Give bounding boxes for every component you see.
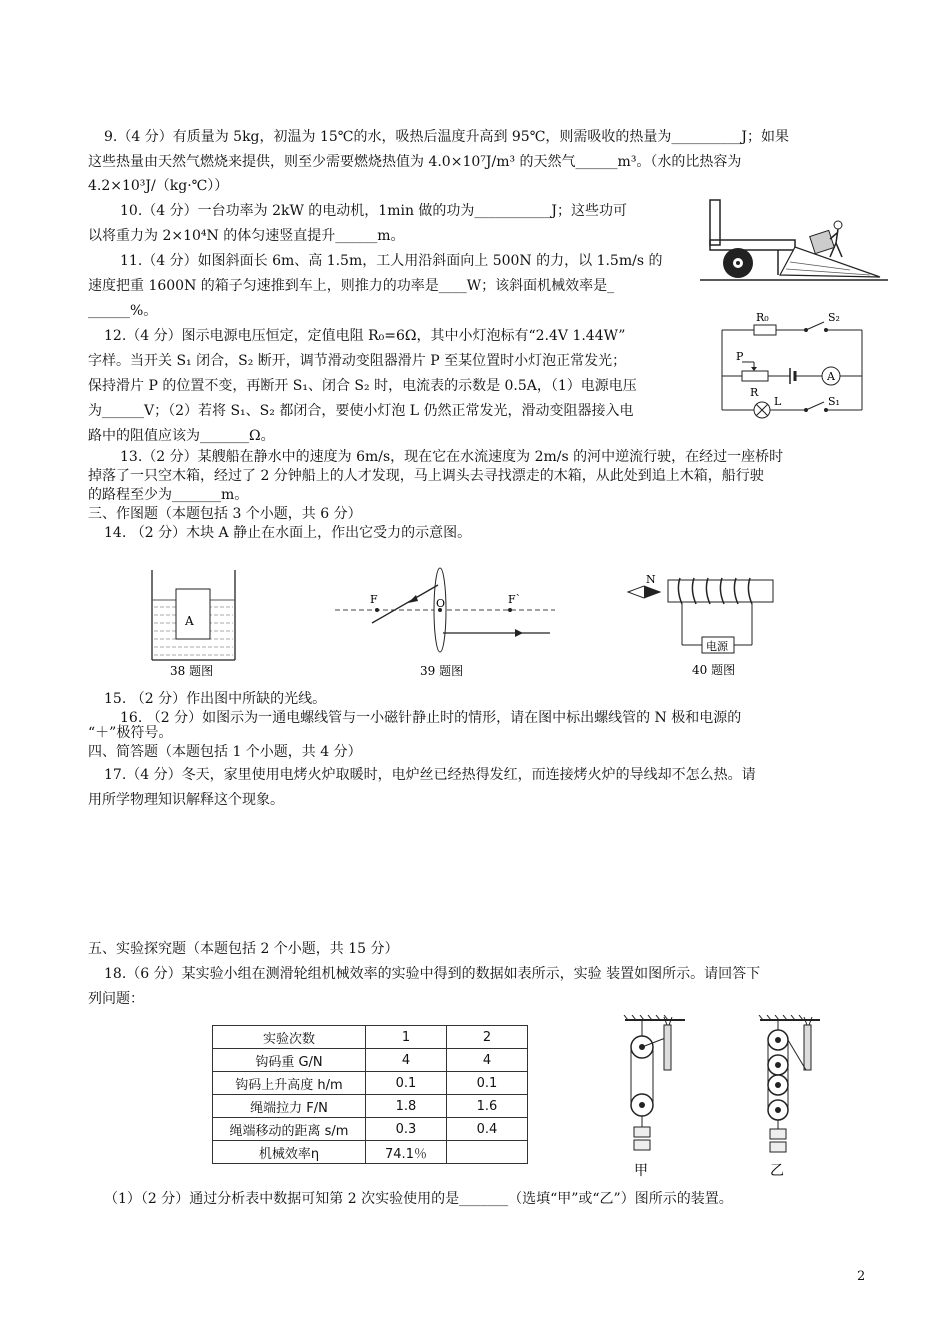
section-4-heading: 四、简答题（本题包括 1 个小题，共 4 分） [88,744,362,760]
incident-ray [372,585,438,623]
power-source-label: 电源 [706,640,728,653]
q12-line5: 路中的阻值应该为_______Ω。 [88,428,275,444]
label-p: P [736,350,744,363]
q13-line1: 13.（2 分）某艘船在静水中的速度为 6m/s，现在它在水流速度为 2m/s 的河中逆流行驶，在经过一座桥时 [120,449,784,465]
q13-line2: 掉落了一只空木箱，经过了 2 分钟船上的人才发现，马上调头去寻找漂走的木箱，从此处到追上木箱，船行驶 [88,468,764,484]
table-row: 实验次数 1 2 [213,1026,528,1049]
q10-line2: 以将重力为 2×10⁴N 的体匀速竖直提升______m。 [88,228,405,244]
q17-line2: 用所学物理知识解释这个现象。 [88,792,284,808]
label-jia: 甲 [634,1163,648,1179]
label-a: A [827,370,835,383]
label-s1: S₁ [828,395,840,408]
box [810,230,835,253]
section-5-heading: 五、实验探究题（本题包括 2 个小题，共 15 分） [88,941,399,957]
table-row: 绳端拉力 F/N 1.8 1.6 [213,1095,528,1118]
q16-line1: 16. （2 分）如图示为一通电螺线管与一小磁针静止时的情形，请在图中标出螺线管的 N 极和电源的 [120,710,742,726]
spring-scale-jia [664,1025,671,1070]
figure-39 [330,565,560,680]
q12-line4: 为______V；（2）若将 S₁、S₂ 都闭合，要使小灯泡 L 仍然正常发光，滑动变阻器接入电 [88,403,634,419]
table-row: 钩码重 G/N 4 4 [213,1049,528,1072]
section-3-heading: 三、作图题（本题包括 3 个小题，共 6 分） [88,506,362,522]
q9-line2: 这些热量由天然气燃烧来提供，则至少需要燃烧热值为 4.0×10⁷J/m³ 的天然气______m³。（水的比热容为 [88,154,742,170]
rheostat-r [742,371,768,381]
q14-text: 14. （2 分）木块 A 静止在水面上，作出它受力的示意图。 [104,525,472,541]
table-row: 绳端移动的距离 s/m 0.3 0.4 [213,1118,528,1141]
q9-line3: 4.2×10³J/（kg·℃）） [88,178,229,194]
circuit-diagram [712,310,872,425]
label-n: N [646,573,656,586]
figure-38-caption: 38 题图 [170,664,214,678]
block-a-label: A [185,614,194,628]
q16-line2: “＋”极符号。 [88,725,173,741]
q11-line2: 速度把重 1600N 的箱子匀速推到车上，则推力的功率是____W；该斜面机械效率是_ [88,278,615,294]
q10-line1: 10.（4 分）一台功率为 2kW 的电动机，1min 做的功为___________J；这些功可 [120,203,628,219]
table-row: 机械效率η 74.1％ [213,1141,528,1164]
q12-line2: 字样。当开关 S₁ 闭合，S₂ 断开，调节滑动变阻器滑片 P 至某位置时小灯泡正常发光； [88,353,627,369]
switch-s1 [806,402,824,410]
table-row: 钩码上升高度 h/m 0.1 0.1 [213,1072,528,1095]
q12-line1: 12.（4 分）图示电源电压恒定，定值电阻 R₀=6Ω，其中小灯泡标有“2.4V 1.44W” [104,328,626,344]
figure-40-caption: 40 题图 [692,663,736,677]
q17-line1: 17.（4 分）冬天，家里使用电烤火炉取暖时，电炉丝已经热得发红，而连接烤火炉的导线却不怎么热。请 [104,767,756,783]
q12-line3: 保持滑片 P 的位置不变，再断开 S₁、闭合 S₂ 时，电流表的示数是 0.5A，（1）电源电压 [88,378,637,394]
label-o: O [436,597,446,610]
q9-line1: 9.（4 分）有质量为 5kg，初温为 15℃的水，吸热后温度升高到 95℃，则需吸收的热量为__________J；如果 [104,129,789,145]
page-number: 2 [857,1269,866,1284]
label-s2: S₂ [828,311,840,324]
q18-part1: （1）（2 分）通过分析表中数据可知第 2 次实验使用的是_______（选填“甲”或“乙”）图所示的装置。 [104,1191,733,1207]
spring-scale-yi [804,1025,811,1070]
experiment-data-table [212,1025,528,1164]
label-r: R [750,386,759,399]
label-f-prime: F` [508,593,522,606]
pulley-yi [759,1015,820,1179]
q11-line1: 11.（4 分）如图斜面长 6m、高 1.5m，工人用沿斜面向上 500N 的力，以 1.5m/s 的 [120,253,663,269]
q13-line3: 的路程至少为_______m。 [88,487,249,503]
q18-line1: 18.（6 分）某实验小组在测滑轮组机械效率的实验中得到的数据如表所示，实验 装置如图所示。请回答下 [104,966,761,982]
ramp-cart-figure [700,195,890,290]
label-l: L [774,395,782,408]
figure-38 [140,565,250,680]
q18-line2: 列问题： [88,991,144,1007]
label-f: F [370,593,378,606]
resistor-r0 [754,325,776,335]
label-yi: 乙 [770,1163,784,1179]
q15-text: 15. （2 分）作出图中所缺的光线。 [104,691,327,707]
pulley-figures [610,1015,840,1185]
label-r0: R₀ [756,311,769,324]
figure-39-caption: 39 题图 [420,664,464,678]
q11-line3: ______%。 [88,303,158,319]
figure-40 [620,570,795,680]
pulley-jia [624,1015,685,1179]
switch-s2 [806,322,824,330]
